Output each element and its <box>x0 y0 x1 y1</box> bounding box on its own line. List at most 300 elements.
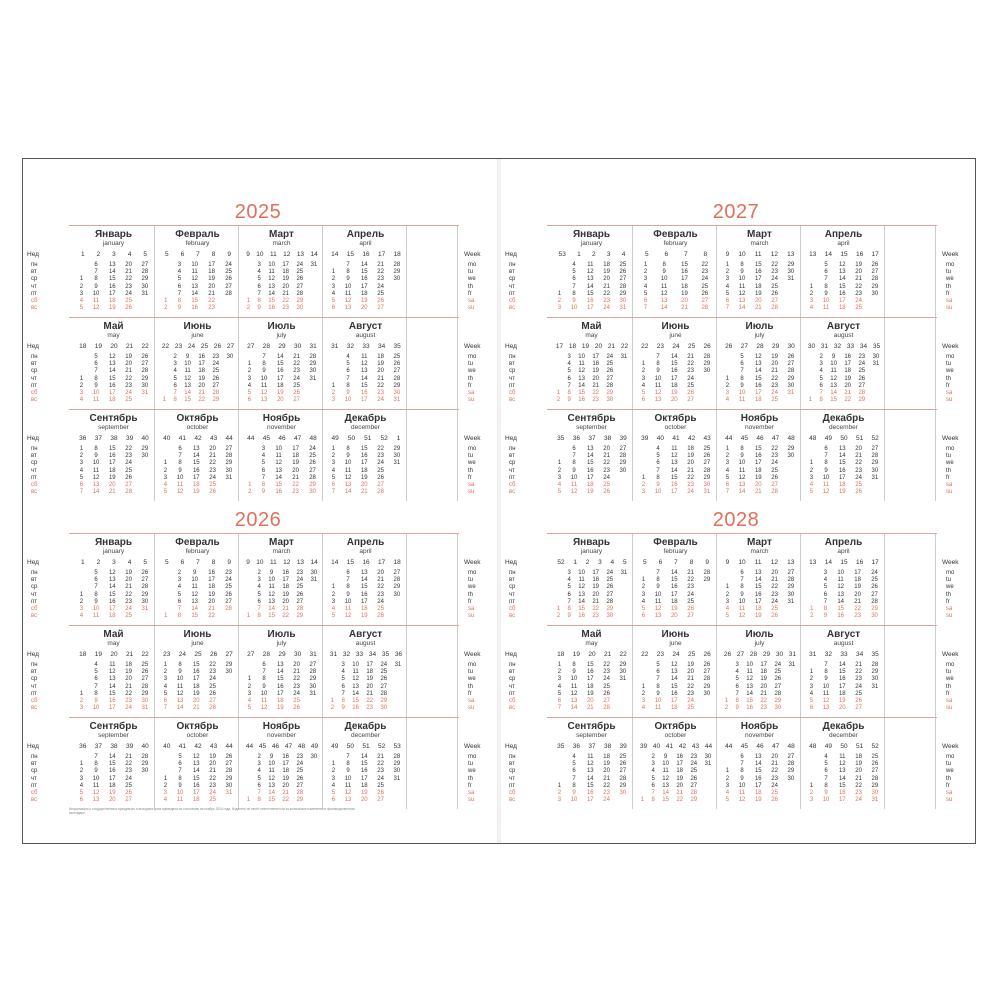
day-cell: 20 <box>687 669 694 676</box>
week-number: 31 <box>820 343 829 350</box>
week-label-en: Week <box>942 743 959 750</box>
day-cell: 20 <box>198 382 206 389</box>
week-number: 5 <box>642 559 647 566</box>
week-column <box>855 754 862 804</box>
day-cell: 3 <box>163 789 168 796</box>
day-cell <box>165 446 167 453</box>
weekday-label: вт <box>509 761 515 768</box>
day-cell: 16 <box>276 368 284 375</box>
day-cell <box>643 662 645 669</box>
day-grid <box>805 262 883 312</box>
day-cell: 19 <box>670 389 678 396</box>
day-cell: 29 <box>225 662 233 668</box>
day-cell: 10 <box>746 662 753 668</box>
day-cell: 2 <box>177 570 182 576</box>
week-numbers <box>553 251 631 258</box>
day-cell: 30 <box>141 382 149 389</box>
day-cell: 29 <box>141 690 149 697</box>
day-cell: 11 <box>738 605 746 612</box>
day-cell: 7 <box>819 389 823 396</box>
week-label-en: Week <box>942 343 959 350</box>
day-cell: 31 <box>225 474 233 481</box>
day-cell: 3 <box>257 761 261 768</box>
day-cell <box>313 298 315 305</box>
week-number: 43 <box>703 435 711 442</box>
day-cell <box>313 284 315 291</box>
day-cell: 22 <box>125 690 132 697</box>
day-cell <box>874 298 876 305</box>
week-number: 40 <box>163 743 171 750</box>
weekday-label: сб <box>31 482 38 488</box>
month-name-ru: Декабрь <box>344 413 387 424</box>
week-number: 9 <box>725 559 730 566</box>
day-cell: 9 <box>269 570 274 576</box>
day-cell <box>164 354 166 361</box>
day-cell: 2 <box>641 690 646 697</box>
day-cell: 17 <box>838 797 846 804</box>
day-cell: 19 <box>108 789 116 796</box>
day-cell: 9 <box>740 269 744 276</box>
day-cell: 2 <box>330 705 335 712</box>
day-grid <box>805 446 883 496</box>
day-cell: 5 <box>257 276 261 283</box>
day-cell: 4 <box>735 669 739 676</box>
week-column <box>268 262 275 312</box>
day-cell: 31 <box>871 683 879 690</box>
day-cell: 24 <box>209 789 216 796</box>
day-cell: 12 <box>822 697 830 704</box>
day-grid <box>327 754 405 804</box>
day-cell: 20 <box>282 598 290 605</box>
weekday-labels-en <box>457 226 488 317</box>
day-cell: 17 <box>838 474 846 481</box>
month-name-en: february <box>185 240 210 247</box>
week-number: 22 <box>161 343 170 350</box>
day-cell <box>249 446 251 453</box>
day-cell: 6 <box>572 276 576 283</box>
day-cell: 26 <box>855 697 862 704</box>
week-column <box>142 354 149 404</box>
day-cell: 10 <box>191 577 198 584</box>
day-cell: 28 <box>871 662 879 668</box>
weekday-label: чт <box>509 467 515 474</box>
week-column <box>394 354 401 404</box>
day-cell: 16 <box>844 354 852 360</box>
week-column <box>361 754 368 804</box>
day-cell <box>313 599 315 606</box>
day-cell: 21 <box>855 662 862 668</box>
weekday-label-en: th <box>468 375 474 382</box>
day-cell <box>248 570 250 577</box>
day-cell: 16 <box>754 269 762 276</box>
day-cell: 21 <box>293 669 300 676</box>
weekday-labels-en <box>935 226 966 317</box>
weekday-label: ср <box>509 584 516 591</box>
day-cell: 27 <box>141 577 149 584</box>
day-cell <box>622 475 624 482</box>
month-august <box>325 318 407 409</box>
day-cell: 26 <box>125 789 132 796</box>
year-block-2025 <box>23 201 493 501</box>
day-grid <box>721 662 799 712</box>
week-number: 44 <box>247 435 255 442</box>
day-cell: 17 <box>844 361 852 368</box>
day-cell: 22 <box>676 797 684 804</box>
week-number: 29 <box>278 651 286 658</box>
day-cell: 25 <box>619 262 627 268</box>
day-cell: 16 <box>754 591 762 598</box>
day-cell: 10 <box>268 262 275 268</box>
day-cell <box>623 361 625 368</box>
day-cell: 4 <box>725 283 730 290</box>
week-number: 42 <box>678 743 687 750</box>
day-cell: 21 <box>592 598 600 605</box>
day-cell: 19 <box>855 262 862 268</box>
day-grid <box>327 446 405 496</box>
day-cell: 22 <box>603 290 610 297</box>
day-cell <box>811 599 813 606</box>
week-number: 27 <box>740 343 748 350</box>
day-cell <box>313 783 315 790</box>
month-name-ru: Апрель <box>824 229 863 240</box>
day-cell <box>333 361 335 368</box>
week-column <box>209 446 216 496</box>
day-cell: 21 <box>208 605 215 612</box>
week-number: 24 <box>178 651 186 658</box>
week-column <box>755 754 762 804</box>
weekday-labels-ru <box>501 410 545 501</box>
quarter-row <box>27 717 481 809</box>
day-cell: 25 <box>380 669 388 676</box>
day-cell: 19 <box>592 368 600 375</box>
day-cell: 12 <box>838 262 846 268</box>
day-cell: 23 <box>690 754 698 760</box>
week-column <box>746 662 753 712</box>
day-cell: 27 <box>141 361 149 368</box>
day-cell: 5 <box>641 389 646 396</box>
week-column <box>177 662 184 712</box>
week-column <box>755 446 762 496</box>
day-cell <box>558 368 560 375</box>
day-cell: 7 <box>177 290 182 297</box>
day-cell: 12 <box>192 754 200 760</box>
day-cell: 29 <box>141 446 149 452</box>
day-cell: 16 <box>192 669 200 676</box>
day-cell: 5 <box>651 775 655 782</box>
day-cell: 7 <box>823 598 828 605</box>
month-name-ru: Октябрь <box>654 413 697 424</box>
day-cell: 30 <box>619 669 627 676</box>
day-cell: 5 <box>331 297 336 304</box>
day-cell: 2 <box>163 467 168 474</box>
day-cell <box>249 662 251 669</box>
day-cell: 29 <box>787 375 795 382</box>
day-cell <box>228 298 230 305</box>
day-cell <box>396 790 398 797</box>
day-cell: 18 <box>276 382 284 389</box>
day-cell <box>790 475 792 482</box>
day-cell: 12 <box>670 662 678 668</box>
day-cell: 18 <box>670 598 678 605</box>
day-cell: 6 <box>823 591 828 598</box>
day-cell <box>228 676 230 683</box>
day-cell: 22 <box>125 375 132 382</box>
month-name-en: april <box>837 548 850 555</box>
day-cell <box>559 446 561 453</box>
month-name-en: september <box>98 732 129 739</box>
day-cell: 10 <box>92 389 100 396</box>
week-column <box>125 262 132 312</box>
month-february <box>635 226 717 317</box>
day-cell <box>874 489 876 496</box>
day-cell: 6 <box>572 446 576 452</box>
week-number: 26 <box>723 651 732 658</box>
day-cell: 13 <box>670 669 678 676</box>
day-cell: 16 <box>670 690 678 697</box>
day-cell: 15 <box>838 283 846 290</box>
week-number: 31 <box>331 343 339 350</box>
month-name-en: july <box>276 640 287 647</box>
day-cell: 7 <box>824 775 828 782</box>
week-column <box>621 354 628 404</box>
week-numbers <box>553 559 631 566</box>
day-cell: 27 <box>871 768 879 775</box>
day-cell <box>165 577 167 584</box>
day-cell: 10 <box>570 305 578 312</box>
day-cell: 26 <box>141 570 149 576</box>
day-cell: 17 <box>276 375 284 382</box>
day-cell: 3 <box>725 782 730 789</box>
day-cell: 27 <box>377 797 384 804</box>
week-numbers <box>805 343 883 350</box>
day-cell: 12 <box>108 669 116 676</box>
day-cell: 27 <box>687 397 694 404</box>
week-column <box>571 754 578 804</box>
week-column <box>332 354 335 404</box>
week-number: 44 <box>704 743 713 750</box>
week-number: 33 <box>846 343 855 350</box>
week-column <box>837 570 844 620</box>
day-cell: 27 <box>377 305 384 312</box>
day-cell: 6 <box>94 577 98 584</box>
day-cell: 10 <box>352 662 359 668</box>
day-cell: 23 <box>855 467 862 474</box>
weekday-label: вт <box>31 577 37 584</box>
day-cell: 25 <box>771 283 778 290</box>
day-cell: 21 <box>603 775 610 782</box>
day-cell: 3 <box>79 605 84 612</box>
day-cell: 1 <box>556 389 561 396</box>
day-cell: 17 <box>838 297 846 304</box>
weekday-label-en: mo <box>468 446 477 452</box>
day-cell: 4 <box>173 368 177 375</box>
day-cell: 27 <box>871 269 879 276</box>
day-cell: 16 <box>360 453 368 460</box>
week-column <box>810 662 813 712</box>
weekday-label: чт <box>509 375 515 382</box>
week-numbers <box>637 743 715 750</box>
day-cell <box>622 482 624 489</box>
day-cell <box>313 606 315 613</box>
week-number: 25 <box>687 651 696 658</box>
day-cell: 11 <box>109 662 116 668</box>
day-cell: 27 <box>393 368 401 375</box>
day-cell <box>396 305 398 312</box>
day-cell <box>727 361 729 368</box>
month-name-en: june <box>191 332 204 339</box>
week-number: 10 <box>256 559 264 566</box>
week-number: 32 <box>833 343 842 350</box>
week-column <box>282 262 289 312</box>
day-cell: 1 <box>641 577 646 584</box>
day-cell: 16 <box>208 570 215 576</box>
week-numbers <box>637 651 715 658</box>
day-cell: 19 <box>754 797 762 804</box>
day-cell <box>559 768 561 775</box>
year-title: 2026 <box>234 509 282 531</box>
month-name-en: january <box>102 548 125 555</box>
day-cell: 6 <box>643 297 648 304</box>
day-cell: 11 <box>275 453 282 460</box>
day-cell <box>229 376 231 383</box>
week-column <box>603 446 610 496</box>
day-cell: 10 <box>344 283 352 290</box>
day-cell: 27 <box>309 467 316 474</box>
day-cell: 18 <box>681 283 688 290</box>
weekday-label-en: we <box>946 460 954 467</box>
day-cell: 6 <box>809 705 814 712</box>
day-cell <box>790 468 792 475</box>
day-cell: 29 <box>787 584 795 591</box>
day-cell <box>81 669 83 676</box>
week-column <box>687 354 694 404</box>
day-cell: 1 <box>247 361 252 368</box>
week-column <box>80 754 83 804</box>
day-cell: 17 <box>760 662 768 668</box>
week-column <box>142 662 149 712</box>
day-cell: 9 <box>572 297 576 304</box>
day-cell: 26 <box>393 361 401 368</box>
week-column <box>93 354 100 404</box>
weekday-label: сб <box>31 606 38 612</box>
month-december <box>803 718 885 809</box>
week-number: 9 <box>725 251 730 258</box>
day-cell: 28 <box>787 368 795 375</box>
day-cell: 10 <box>738 276 746 283</box>
week-column <box>789 662 796 712</box>
day-cell: 22 <box>282 297 290 304</box>
day-cell: 13 <box>586 446 594 452</box>
week-number: 43 <box>209 743 218 750</box>
day-cell <box>81 584 83 591</box>
day-cell: 18 <box>676 768 684 775</box>
day-cell <box>790 298 792 305</box>
week-column <box>620 446 627 496</box>
week-column <box>771 570 778 620</box>
day-cell: 28 <box>393 262 401 268</box>
day-cell <box>396 284 398 291</box>
month-november <box>719 410 801 501</box>
day-cell <box>727 577 729 584</box>
week-column <box>125 446 132 496</box>
month-name-ru: Февраль <box>653 229 698 240</box>
day-cell: 2 <box>809 467 814 474</box>
week-number: 1 <box>396 435 401 442</box>
day-cell: 5 <box>94 669 98 676</box>
week-number: 49 <box>824 743 832 750</box>
day-cell: 28 <box>225 768 233 775</box>
day-cell: 30 <box>871 789 879 796</box>
day-cell: 17 <box>838 683 846 690</box>
day-cell: 14 <box>570 705 578 712</box>
day-cell: 19 <box>687 662 694 668</box>
month-october <box>635 718 717 809</box>
quarter-row <box>27 409 481 501</box>
week-column <box>687 570 694 620</box>
week-column <box>755 570 762 620</box>
day-cell: 16 <box>191 305 198 312</box>
week-number: 10 <box>738 251 746 258</box>
day-cell: 17 <box>360 397 368 404</box>
weekday-label-en: we <box>946 368 954 375</box>
day-cell: 14 <box>268 605 275 612</box>
day-grid <box>75 354 153 404</box>
day-cell: 2 <box>164 305 168 312</box>
day-cell <box>144 397 146 404</box>
day-cell: 16 <box>586 297 594 304</box>
day-cell <box>622 698 624 705</box>
day-cell: 28 <box>703 570 711 576</box>
day-cell: 6 <box>735 683 739 690</box>
day-cell: 13 <box>838 269 846 276</box>
day-cell: 29 <box>309 361 317 368</box>
day-cell: 13 <box>837 591 844 598</box>
week-column <box>125 570 132 620</box>
day-cell: 26 <box>603 690 610 697</box>
day-cell: 9 <box>567 397 571 404</box>
day-cell: 26 <box>212 375 220 382</box>
day-cell <box>623 383 625 390</box>
day-cell: 23 <box>125 768 132 775</box>
week-column <box>872 754 879 804</box>
day-cell: 17 <box>670 489 678 496</box>
day-cell: 21 <box>108 489 116 496</box>
week-column <box>125 754 132 804</box>
day-cell: 9 <box>178 467 182 474</box>
day-cell: 25 <box>703 446 711 452</box>
week-column <box>558 446 561 496</box>
weekday-label: вт <box>31 269 37 276</box>
day-cell: 30 <box>141 283 149 290</box>
week-number: 46 <box>756 435 764 442</box>
day-cell: 16 <box>352 705 359 712</box>
weekday-label: пн <box>509 570 516 576</box>
week-number: 10 <box>256 251 264 258</box>
day-cell: 13 <box>754 754 762 760</box>
day-cell: 20 <box>854 591 861 598</box>
day-cell: 26 <box>858 375 866 382</box>
day-cell <box>642 768 644 775</box>
day-cell: 21 <box>760 690 768 697</box>
day-cell: 8 <box>346 761 350 768</box>
day-cell: 8 <box>819 397 823 404</box>
day-cell: 24 <box>377 283 384 290</box>
week-column <box>726 446 729 496</box>
day-cell: 29 <box>619 290 627 297</box>
week-number: 24 <box>187 343 196 350</box>
day-cell <box>811 592 813 599</box>
week-number: 13 <box>787 559 795 566</box>
